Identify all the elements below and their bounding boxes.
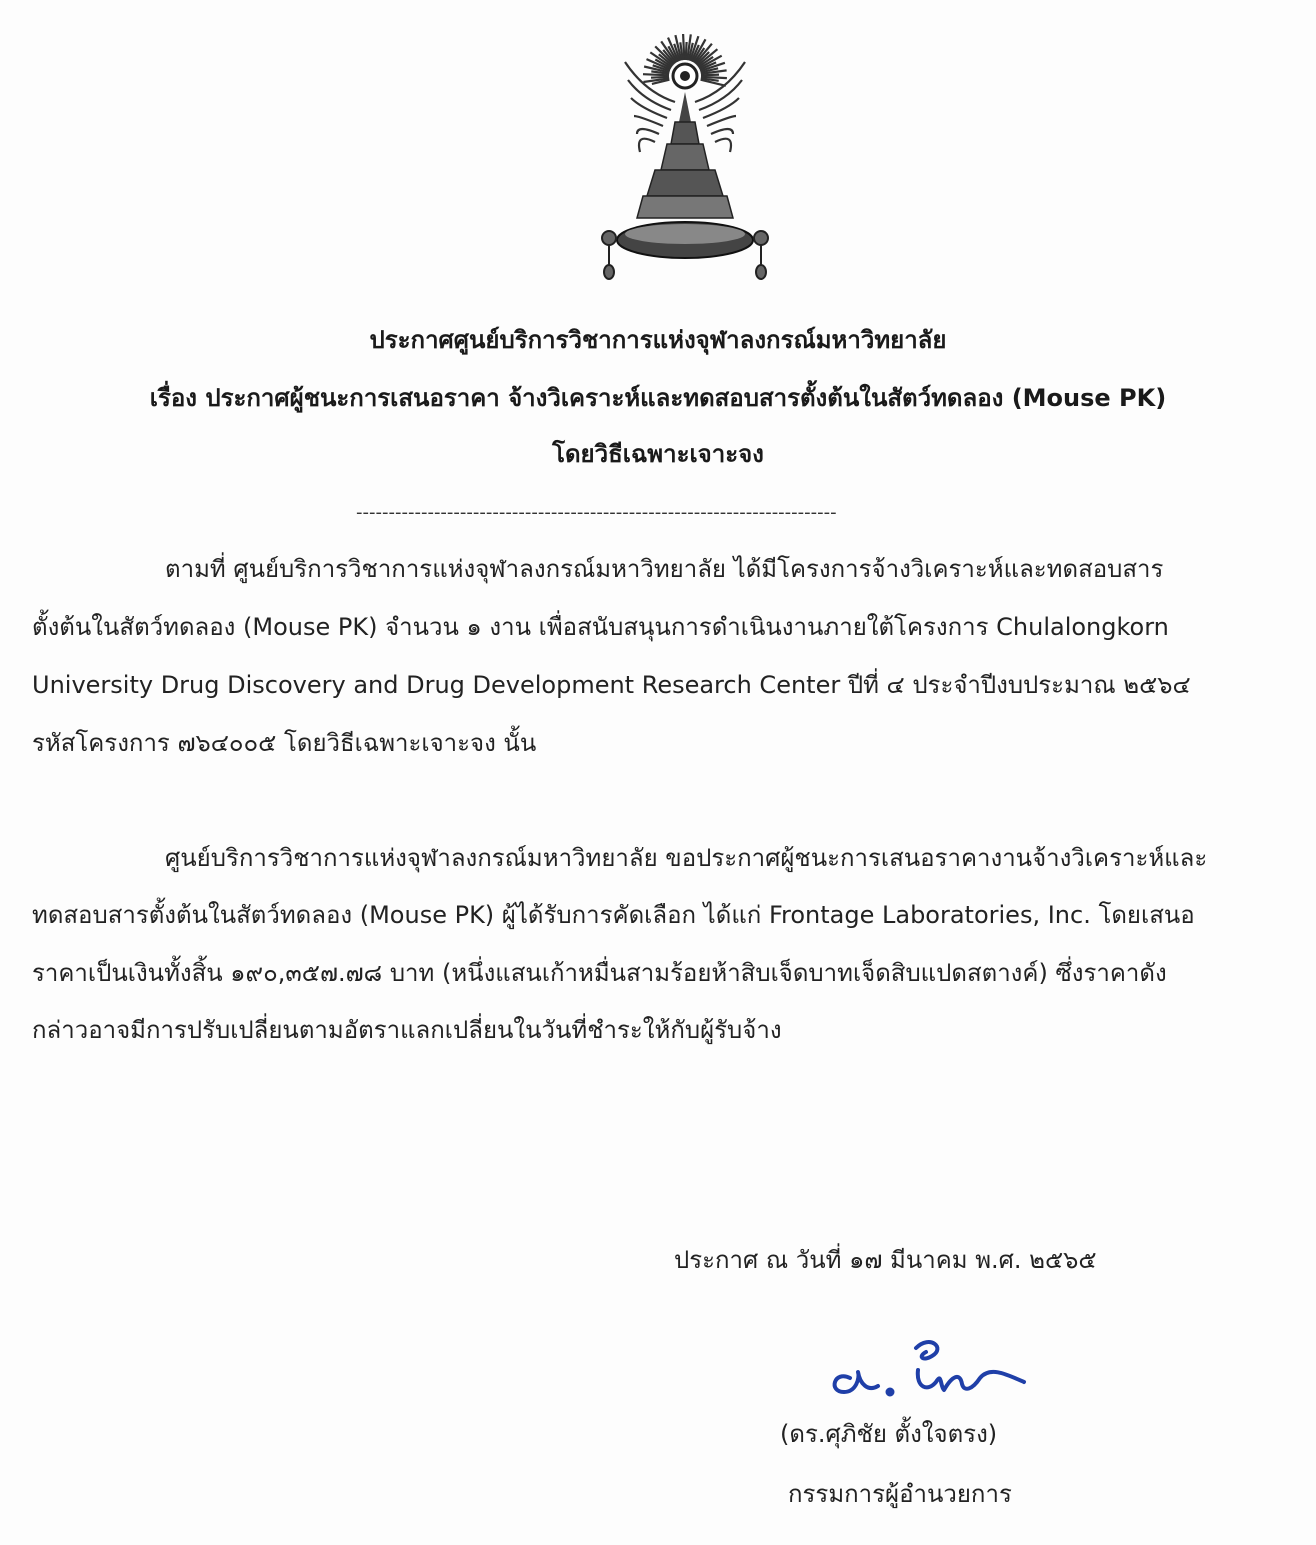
chulalongkorn-emblem-icon <box>595 32 775 284</box>
paragraph1-line4: รหัสโครงการ ๗๖๔๐๐๕ โดยวิธีเฉพาะเจาะจง นั้น <box>32 729 537 757</box>
announcement-title: ประกาศศูนย์บริการวิชาการแห่งจุฬาลงกรณ์มหาวิทยาลัย <box>369 326 947 354</box>
paragraph1-line2: ตั้งต้นในสัตว์ทดลอง (Mouse PK) จำนวน ๑ งาน เพื่อสนับสนุนการดำเนินงานภายใต้โครงการ Chulalongkorn <box>32 613 1169 641</box>
announcement-date: ประกาศ ณ วันที่ ๑๗ มีนาคม พ.ศ. ๒๕๖๕ <box>674 1246 1097 1274</box>
signatory-name: (ดร.ศุภิชัย ตั้งใจตรง) <box>780 1420 998 1448</box>
paragraph1-line1: ตามที่ ศูนย์บริการวิชาการแห่งจุฬาลงกรณ์มหาวิทยาลัย ได้มีโครงการจ้างวิเคราะห์และทดสอบสาร <box>165 555 1164 583</box>
handwritten-signature-icon <box>820 1326 1040 1406</box>
separator-line: -------------------------------------------------------------------------- <box>356 502 837 523</box>
paragraph2-line2: ทดสอบสารตั้งต้นในสัตว์ทดลอง (Mouse PK) ผู้ได้รับการคัดเลือก ได้แก่ Frontage Laboratories, Inc. โดยเสนอ <box>32 901 1195 929</box>
paragraph2-line4: กล่าวอาจมีการปรับเปลี่ยนตามอัตราแลกเปลี่ยนในวันที่ชำระให้กับผู้รับจ้าง <box>32 1016 782 1044</box>
signatory-title: กรรมการผู้อำนวยการ <box>788 1480 1012 1508</box>
paragraph2-line1: ศูนย์บริการวิชาการแห่งจุฬาลงกรณ์มหาวิทยาลัย ขอประกาศผู้ชนะการเสนอราคางานจ้างวิเคราะห์และ <box>165 844 1208 872</box>
paragraph2-line3: ราคาเป็นเงินทั้งสิ้น ๑๙๐,๓๕๗.๗๘ บาท (หนึ่งแสนเก้าหมื่นสามร้อยห้าสิบเจ็ดบาทเจ็ดสิบแปดสตางค์) ซึ่งราคาดัง <box>32 959 1167 987</box>
announcement-subject: เรื่อง ประกาศผู้ชนะการเสนอราคา จ้างวิเคราะห์และทดสอบสารตั้งต้นในสัตว์ทดลอง (Mouse PK) <box>149 384 1167 412</box>
announcement-method: โดยวิธีเฉพาะเจาะจง <box>552 440 764 468</box>
paragraph1-line3: University Drug Discovery and Drug Development Research Center ปีที่ ๔ ประจำปีงบประมาณ ๒๕๖๔ <box>32 671 1191 699</box>
